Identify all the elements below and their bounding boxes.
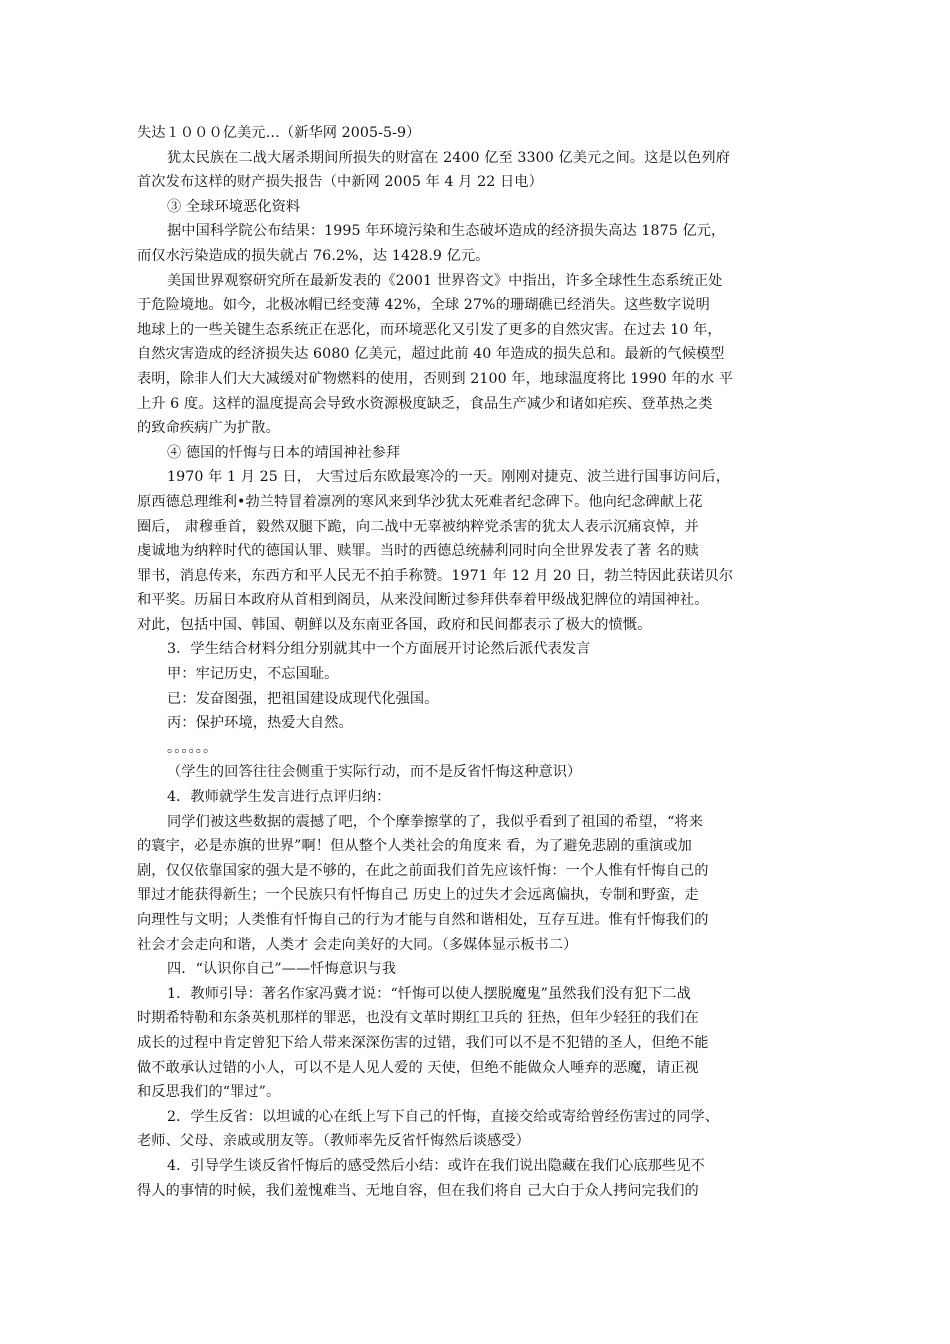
text-line: 表明，除非人们大大减缓对矿物燃料的使用，否则到 2100 年，地球温度将比 1990 年的水 平 bbox=[137, 370, 734, 387]
text-line: 同学们被这些数据的震撼了吧，个个摩拳擦掌的了，我似乎看到了祖国的希望，“将来 bbox=[167, 813, 703, 830]
text-line: 4．教师就学生发言进行点评归纳： bbox=[167, 789, 391, 806]
text-line: 地球上的一些关键生态系统正在恶化，而环境恶化又引发了更多的自然灾害。在过去 10 年， bbox=[137, 321, 722, 338]
text-line: 和反思我们的“罪过”。 bbox=[137, 1084, 281, 1101]
text-line: 社会才会走向和谐，人类才 会走向美好的大同。（多媒体显示板书二） bbox=[137, 936, 578, 953]
text-line: 1．教师引导：著名作家冯冀才说：“忏悔可以使人摆脱魔鬼”虽然我们没有犯下二战 bbox=[167, 985, 691, 1002]
text-line: 老师、父母、亲戚或朋友等。（教师率先反省忏悔然后谈感受） bbox=[137, 1133, 530, 1150]
text-line: 4．引导学生谈反省忏悔后的感受然后小结：或许在我们说出隐藏在我们心底那些见不 bbox=[167, 1157, 705, 1174]
text-line: 丙：保护环境，热爱大自然。 bbox=[167, 715, 353, 732]
text-line: 2．学生反省：以坦诚的心在纸上写下自己的忏悔，直接交给或寄给曾经伤害过的同学、 bbox=[167, 1108, 720, 1125]
text-line: 据中国科学院公布结果：1995 年环境污染和生态破坏造成的经济损失高达 1875 亿元， bbox=[167, 223, 726, 240]
text-line: 犹太民族在二战大屠杀期间所损失的财富在 2400 亿至 3300 亿美元之间。这是以色列府 bbox=[167, 149, 730, 166]
text-line: 3．学生结合材料分组分别就其中一个方面展开讨论然后派代表发言 bbox=[167, 641, 591, 658]
text-line: ③ 全球环境恶化资料 bbox=[167, 198, 301, 215]
text-line: 得人的事情的时候，我们羞愧难当、无地自容，但在我们将自 己大白于众人拷问完我们的 bbox=[137, 1182, 699, 1199]
text-line: 做不敢承认过错的小人，可以不是人见人爱的 天使，但绝不能做众人唾弃的恶魔，请正视 bbox=[137, 1059, 699, 1076]
text-line: 罪书，消息传来，东西方和平人民无不拍手称赞。1971 年 12 月 20 日，勃兰特因此获诺贝尔 bbox=[137, 567, 734, 584]
text-line: 甲：牢记历史，不忘国耻。 bbox=[167, 666, 339, 683]
text-line: 。。。。。。 bbox=[167, 739, 218, 756]
text-line: 四．“认识你自己”——忏悔意识与我 bbox=[167, 961, 397, 978]
text-line: 时期希特勒和东条英机那样的罪恶，也没有文革时期红卫兵的 狂热，但年少轻狂的我们在 bbox=[137, 1010, 699, 1027]
text-line: 1970 年 1 月 25 日， 大雪过后东欧最寒冷的一天。刚刚对捷克、波兰进行国事访问后， bbox=[167, 469, 731, 486]
text-line: 自然灾害造成的经济损失达 6080 亿美元，超过此前 40 年造成的损失总和。最新的气候模型 bbox=[137, 346, 725, 363]
document-body bbox=[137, 121, 817, 1203]
text-line: ④ 德国的忏悔与日本的靖国神社参拜 bbox=[167, 444, 401, 461]
text-line: 的寰宇，必是赤旗的世界”啊！但从整个人类社会的角度来 看，为了避免悲剧的重演或加 bbox=[137, 838, 692, 855]
text-line: 和平奖。历届日本政府从首相到阁员，从来没间断过参拜供奉着甲级战犯牌位的靖国神社。 bbox=[137, 592, 709, 609]
text-line: 美国世界观察研究所在最新发表的《2001 世界咨文》中指出，许多全球性生态系统正处 bbox=[167, 272, 723, 289]
text-line: 失达１０００亿美元…（新华网 2005-5-9） bbox=[137, 125, 421, 141]
text-line: 上升 6 度。这样的温度提高会导致水资源极度缺乏，食品生产减少和诸如疟疾、登革热之类 bbox=[137, 395, 713, 412]
text-line: 的致命疾病广为扩散。 bbox=[137, 420, 280, 437]
text-line: 罪过才能获得新生；一个民族只有忏悔自己 历史上的过失才会远离偏执，专制和野蛮，走 bbox=[137, 887, 699, 904]
text-line: 首次发布这样的财产损失报告（中新网 2005 年 4 月 22 日电） bbox=[137, 174, 543, 191]
text-line: 于危险境地。如今，北极冰帽已经变薄 42%，全球 27%的珊瑚礁已经消失。这些数字说明 bbox=[137, 297, 710, 314]
text-line: 虔诚地为纳粹时代的德国认罪、赎罪。当时的西德总统赫利同时向全世界发表了著 名的赎 bbox=[137, 543, 699, 560]
text-line: 圈后， 肃穆垂首，毅然双腿下跪，向二战中无辜被纳粹党杀害的犹太人表示沉痛哀悼，并 bbox=[137, 518, 699, 535]
text-line: 对此，包括中国、韩国、朝鲜以及东南亚各国，政府和民间都表示了极大的愤慨。 bbox=[137, 616, 652, 633]
text-line: （学生的回答往往会侧重于实际行动，而不是反省忏悔这种意识） bbox=[167, 764, 582, 781]
text-line: 已：发奋图强，把祖国建设成现代化强国。 bbox=[167, 690, 439, 707]
text-line: 原西德总理维利•勃兰特冒着凛冽的寒风来到华沙犹太死难者纪念碑下。他向纪念碑献上花 bbox=[137, 493, 703, 510]
text-line: 剧，仅仅依靠国家的强大是不够的，在此之前面我们首先应该忏悔：一个人惟有忏悔自己的 bbox=[137, 862, 709, 879]
text-line: 成长的过程中肯定曾犯下给人带来深深伤害的过错，我们可以不是不犯错的圣人，但绝不能 bbox=[137, 1034, 709, 1051]
text-line: 而仅水污染造成的损失就占 76.2%，达 1428.9 亿元。 bbox=[137, 247, 490, 264]
text-line: 向理性与文明；人类惟有忏悔自己的行为才能与自然和谐相处，互存互进。惟有忏悔我们的 bbox=[137, 912, 709, 928]
